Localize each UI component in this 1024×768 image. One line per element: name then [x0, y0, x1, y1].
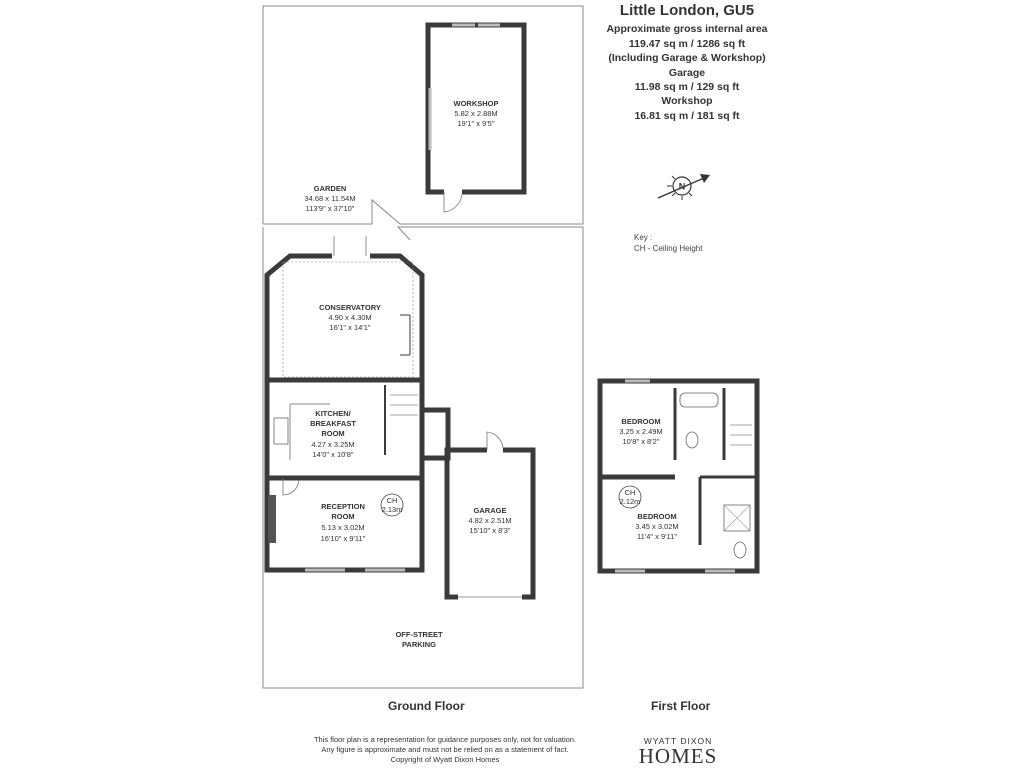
compass-letter: N: [678, 181, 686, 192]
conservatory-name: CONSERVATORY: [319, 303, 381, 312]
area-line-3: (Including Garage & Workshop): [608, 52, 766, 65]
bedroom2-dims-m: 3.45 x 3.02M: [635, 522, 679, 531]
garden-dims-m: 34.68 x 11.54M: [304, 194, 356, 203]
key-legend: [634, 232, 702, 254]
area-line-7: 16.81 sq m / 181 sq ft: [634, 109, 740, 122]
brand-main: HOMES: [638, 744, 718, 768]
bedroom1-dims-ft: 10'8" x 8'2": [622, 437, 660, 446]
first-ch-value: 2.12m: [619, 497, 641, 506]
disclaimer-line-2: Any figure is approximate and must not be relied on as a statement of fact.: [321, 745, 569, 754]
conservatory-dims-ft: 16'1" x 14'1": [329, 323, 371, 332]
garage-dims-m: 4.82 x 2.51M: [468, 516, 512, 525]
property-header: [592, 4, 782, 123]
garage-dims-ft: 15'10" x 8'3": [469, 526, 511, 535]
reception-name-1: RECEPTION: [321, 502, 365, 511]
ground-ch-label: CH: [386, 496, 398, 505]
area-line-5: 11.98 sq m / 129 sq ft: [634, 81, 740, 94]
reception-name-2: ROOM: [331, 512, 355, 521]
reception-dims-ft: 16'10" x 9'11": [320, 534, 366, 543]
disclaimer-line-1: This floor plan is a representation for guidance purposes only, not for valuation.: [313, 735, 577, 744]
workshop-dims-m: 5.82 x 2.88M: [454, 109, 498, 118]
first-ch-label: CH: [624, 488, 636, 497]
ground-floor-label: Ground Floor: [388, 699, 465, 713]
bedroom2-name: BEDROOM: [637, 512, 677, 521]
parking-name-1: OFF-STREET: [395, 630, 443, 639]
kitchen-name-3: ROOM: [321, 429, 345, 438]
garden-name: GARDEN: [313, 184, 347, 193]
brand-top: WYATT DIXON: [643, 736, 713, 746]
garage-name: GARAGE: [473, 506, 507, 515]
parking-name-2: PARKING: [401, 640, 437, 649]
area-line-1: Approximate gross internal area: [606, 23, 768, 36]
compass-icon: [658, 174, 710, 200]
bedroom2-dims-ft: 11'4" x 9'11": [636, 532, 678, 541]
key-title: Key :: [634, 233, 653, 242]
conservatory-dims-m: 4.90 x 4.30M: [328, 313, 372, 322]
disclaimer-line-3: Copyright of Wyatt Dixon Homes: [390, 755, 500, 764]
brand-logo: [636, 736, 720, 766]
disclaimer: [290, 735, 600, 765]
area-line-6: Workshop: [661, 95, 713, 108]
bedroom1-dims-m: 3.25 x 2.49M: [619, 427, 663, 436]
kitchen-name-2: BREAKFAST: [310, 419, 356, 428]
reception-dims-m: 5.13 x 3.02M: [321, 523, 365, 532]
key-item: CH - Ceiling Height: [634, 244, 703, 253]
bedroom1-name: BEDROOM: [621, 417, 661, 426]
area-line-4: Garage: [668, 66, 706, 79]
kitchen-name-1: KITCHEN/: [315, 409, 351, 418]
ground-ch-value: 2.13m: [381, 505, 403, 514]
first-floor-label: First Floor: [651, 699, 711, 713]
workshop-dims-ft: 19'1" x 9'5": [457, 119, 495, 128]
area-line-2: 119.47 sq m / 1286 sq ft: [628, 37, 746, 50]
first-floor-outline: [600, 381, 757, 571]
kitchen-dims-ft: 14'0" x 10'8": [312, 450, 354, 459]
kitchen-dims-m: 4.27 x 3.25M: [311, 440, 355, 449]
workshop-name: WORKSHOP: [453, 99, 499, 108]
garden-dims-ft: 113'9" x 37'10": [305, 204, 355, 213]
property-title: Little London, GU5: [619, 2, 755, 19]
